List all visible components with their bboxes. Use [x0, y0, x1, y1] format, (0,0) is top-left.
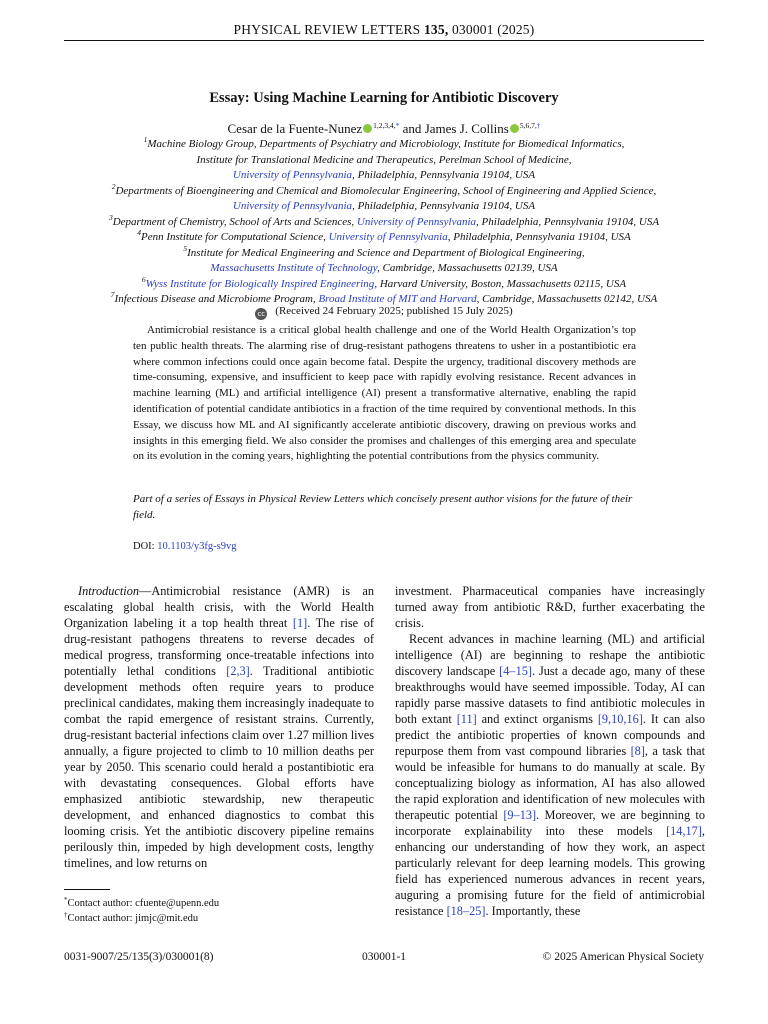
citation-link[interactable]: [8] [630, 744, 645, 758]
page-number: 030001-1 [361, 951, 407, 963]
intro-paragraph: Introduction—Antimicrobial resistance (AMR) is an escalating global health crisis, with the World Health Organization labeling it a top health threat [1]. The rise of drug-resistant pathogens threatens to reverse decades of medical progress, transforming once-treatable infections into potentially lethal conditions [2,3]. Traditional antibiotic development methods often require years to produce preclinical candidates, making them increasingly inadequate to combat the rapid emergence of resistant strains. Currently, drug-resistant bacterial infections claim over 1.27 million lives annually, a figure projected to climb to 10 million deaths per year by 2050. This scenario could herald a postantibiotic era with devastating consequences. Global efforts have emphasized antibiotic stewardship, new therapeutic development, and enhanced diagnostics to combat this looming crisis. Yet the antibiotic discovery pipeline remains perilously thin, impeded by high development costs, lengthy timelines, and low returns on [64, 584, 374, 870]
affiliations: $^1$Machine Biology Group, Departments of Psychiatry and Microbiology, Institute for Biomedical Informatics, Institute for Translational Medicine and Therapeutics, Perelman School of Medicine, University of Pennsylvania, Philadelphia, Pennsylvania 19104, USA $^2$Departments of Bioengineering and Chemical and Biomolecular Engineering, School of Engineering and Applied Science, University of Pennsylvania, Philadelphia, Pennsylvania 19104, USA $^3$Department of Chemistry, School of Arts and Sciences, University of Pennsylvania, Philadelphia, Pennsylvania 19104, USA $^4$Penn Institute for Computational Science, University of Pennsylvania, Philadelphia, Pennsylvania 19104, USA $^5$Institute for Medical Engineering and Science and Department of Biological Engineering, Massachusetts Institute of Technology, Cambridge, Massachusetts 02139, USA $^6$Wyss Institute for Biologically Inspired Engineering, Harvard University, Boston, Massachusetts 02115, USA $^7$Infectious Disease and Microbiome Program, Broad Institute of MIT and Harvard, Cambridge, Massachusetts 02142, USA [64, 137, 704, 308]
footer-code: 0031-9007/25/135(3)/030001(8) [64, 951, 214, 963]
citation-link[interactable]: [1] [292, 616, 308, 630]
doi [133, 541, 236, 552]
contact-footnote-link[interactable]: * [395, 121, 400, 130]
footnote-2: †Contact author: jimjc@mit.edu [64, 911, 199, 924]
abstract [133, 323, 636, 465]
affiliation-5: $^5$Institute for Medical Engineering and Science and Department of Biological Engineering, [183, 243, 585, 259]
paragraph-continuation: investment. Pharmaceutical companies have increasingly turned away from antibiotic R&D, further exacerbating the crisis. [395, 584, 705, 630]
open-access-icon[interactable]: cc [255, 308, 267, 320]
doi-label: DOI: [133, 541, 155, 552]
institution-link[interactable]: Broad Institute of MIT and Harvard [318, 293, 477, 305]
institution-link[interactable]: Wyss Institute for Biologically Inspired Engineering [145, 277, 375, 290]
citation-link[interactable]: [18–25] [446, 904, 486, 918]
author-name[interactable]: Cesar de la Fuente-Nunez [227, 121, 363, 136]
affiliation-1: $^1$Machine Biology Group, Departments of Psychiatry and Microbiology, Institute for Biomedical Informatics, [143, 135, 625, 150]
institution-link[interactable]: University of Pennsylvania [232, 169, 353, 181]
institution-link[interactable]: University of Pennsylvania [232, 200, 353, 212]
copyright: © 2025 American Physical Society [542, 951, 704, 963]
affiliation-3: $^3$Department of Chemistry, School of Arts and Sciences, University of Pennsylvania, Philadelphia, Pennsylvania 19104, USA [108, 212, 660, 228]
running-head [64, 22, 704, 38]
paper-title: Essay: Using Machine Learning for Antibiotic Discovery [209, 90, 559, 106]
author-list [64, 121, 704, 137]
affiliation-refs: 1,2,3,4, [373, 121, 396, 130]
citation-link[interactable]: [4–15] [499, 664, 532, 678]
doi-link[interactable]: 10.1103/y3fg-s9vg [157, 541, 237, 552]
contact-footnote-link[interactable]: † [536, 121, 541, 130]
body-column-left [64, 583, 374, 871]
orcid-icon[interactable] [363, 124, 372, 133]
affiliation-7: $^7$Infectious Disease and Microbiome Program, Broad Institute of MIT and Harvard, Cambridge, Massachusetts 02142, USA [110, 290, 658, 305]
footnotes [64, 896, 374, 926]
citation-link[interactable]: [14,17] [666, 824, 702, 838]
article-number: 030001 (2025) [451, 22, 535, 37]
footnote-1: *Contact author: cfuente@upenn.edu [64, 896, 220, 909]
citation-link[interactable]: [2,3] [226, 664, 250, 678]
affiliation-2: $^2$Departments of Bioengineering and Chemical and Biomolecular Engineering, School of Engineering and Applied Science, [111, 181, 657, 197]
orcid-icon[interactable] [510, 124, 519, 133]
footnote-rule [64, 889, 110, 890]
body-column-right [395, 583, 705, 919]
volume: 135, [423, 22, 449, 37]
institution-link[interactable]: Massachusetts Institute of Technology [210, 262, 378, 274]
author-conjunction: and [402, 121, 422, 136]
ml-paragraph: Recent advances in machine learning (ML) and artificial intelligence (AI) are beginning to reshape the antibiotic discovery landscape [4–15]. Just a decade ago, many of these breakthroughs would have seemed impossible. Today, AI can rapidly parse massive datasets to find antibiotic molecules in both extant [11] and extinct organisms [9,10,16]. It can also predict the antibiotic properties of known compounds and repurpose them from vast compound libraries [8], a task that would be infeasible for humans to do manually at scale. By conceptualizing biology as information, AI has also allowed the rapid exploration and identification of new molecules with therapeutic potential [9–13]. Moreover, we are beginning to incorporate explainability into these models [14,17], enhancing our understanding of how they work, an aspect particularly relevant for deep learning models. This growing field has experienced numerous advances in recent years, auguring a promising future for the field of antimicrobial resistance [18–25]. Importantly, these [395, 632, 706, 918]
author-name[interactable]: James J. Collins [424, 121, 509, 136]
citation-link[interactable]: [11] [456, 712, 477, 726]
affiliation-refs: 5,6,7, [519, 121, 537, 130]
header-rule [64, 40, 704, 41]
publication-dates: cc (Received 24 February 2025; published 15 July 2025) [64, 305, 704, 320]
institution-link[interactable]: University of Pennsylvania [356, 215, 477, 228]
section-heading: Introduction [78, 584, 140, 598]
affiliation-4: $^4$Penn Institute for Computational Science, University of Pennsylvania, Philadelphia, Pennsylvania 19104, USA [137, 228, 631, 243]
institution-link[interactable]: University of Pennsylvania [328, 231, 448, 243]
journal-name: PHYSICAL REVIEW LETTERS [233, 22, 421, 37]
abstract-text: Antimicrobial resistance is a critical global health challenge and one of the World Health Organization’s top ten public health threats. The alarming rise of drug-resistant pathogens threatens to usher in a postantibiotic era where common infections could once again become fatal. Despite the urgency, traditional discovery methods are time-consuming, expensive, and insufficient to keep pace with rapidly evolving resistance. Recent advances in machine learning (ML) and artificial intelligence (AI) present a transformative alternative, enabling the rapid identification of potential candidate antibiotics in a fraction of the time required by conventional methods. In this Essay, we discuss how ML and AI significantly accelerate antibiotic discovery, drawing on previous works and insights in this emerging field. We also consider the promises and challenges of this emerging area and speculate on its evolution in the coming years, highlighting the potential contributions from the physics community. [133, 324, 636, 463]
citation-link[interactable]: [9,10,16] [597, 712, 643, 726]
citation-link[interactable]: [9–13] [503, 808, 537, 822]
series-note: Part of a series of Essays in Physical Review Letters which concisely present author visions for the future of their field. [133, 493, 633, 521]
affiliation-6: $^6$Wyss Institute for Biologically Inspired Engineering, Harvard University, Boston, Massachusetts 02115, USA [141, 274, 627, 290]
